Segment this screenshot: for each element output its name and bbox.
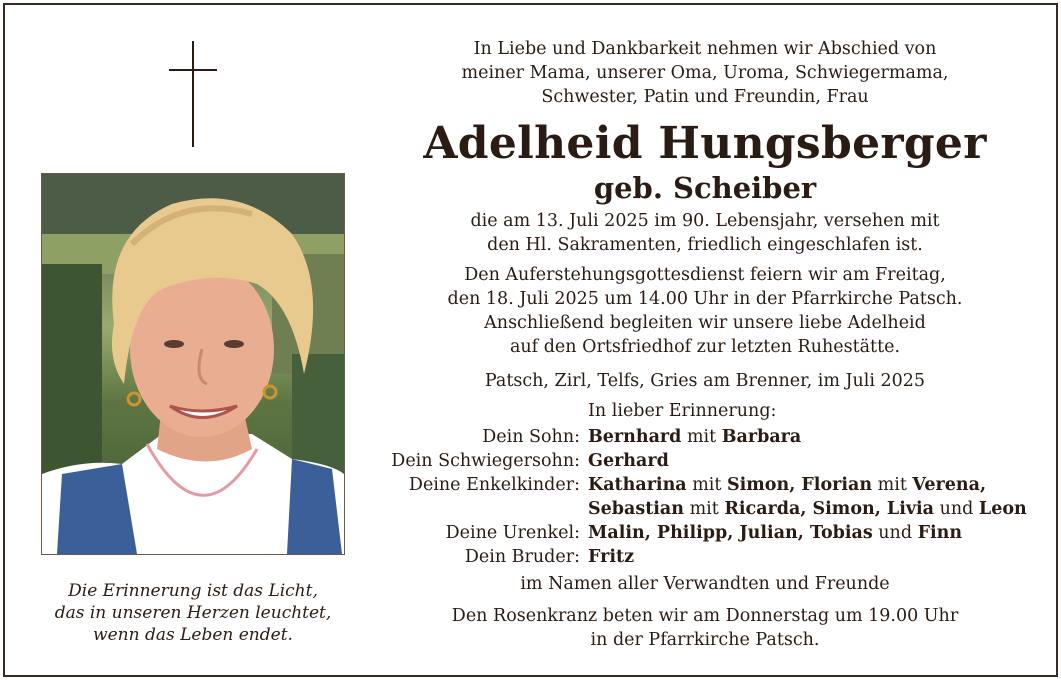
- intro-line: Schwester, Patin und Freundin, Frau: [541, 87, 869, 107]
- service-line: den 18. Juli 2025 um 14.00 Uhr in der Pfarrkirche Patsch.: [447, 289, 963, 309]
- family-row-grandchildren: [365, 473, 1055, 497]
- family-label: Dein Bruder:: [464, 547, 580, 567]
- birth-name: geb. Scheiber: [593, 171, 817, 205]
- service-line: auf den Ortsfriedhof zur letzten Ruhestätte.: [509, 337, 901, 357]
- service-info: [365, 263, 1045, 359]
- remembrance-header: In lieber Erinnerung:: [588, 401, 777, 421]
- family-label: Deine Enkelkinder:: [408, 475, 580, 495]
- rosary-line: Den Rosenkranz beten wir am Donnerstag um 19.00 Uhr: [451, 606, 959, 626]
- family-list: [365, 425, 1055, 569]
- rosary-line: in der Pfarrkirche Patsch.: [590, 630, 820, 650]
- intro-line: In Liebe und Dankbarkeit nehmen wir Abschied von: [473, 39, 937, 59]
- service-line: Den Auferstehungsgottesdienst feiern wir am Freitag,: [464, 265, 946, 285]
- death-notice-line: die am 13. Juli 2025 im 90. Lebensjahr, versehen mit: [470, 211, 940, 231]
- family-label: Dein Sohn:: [482, 427, 580, 447]
- cross-icon: [169, 41, 219, 151]
- places-date: Patsch, Zirl, Telfs, Gries am Brenner, im Juli 2025: [484, 371, 926, 391]
- family-row-son: [365, 425, 1055, 449]
- intro-text: [365, 37, 1045, 109]
- death-notice: [365, 209, 1045, 257]
- portrait-photo: [41, 173, 345, 555]
- closing-line: im Namen aller Verwandten und Freunde: [520, 574, 890, 594]
- rosary-info: [365, 604, 1045, 652]
- family-label: Dein Schwiegersohn:: [391, 451, 580, 471]
- family-names: Sebastian mit Ricarda, Simon, Livia und Leon: [588, 499, 1027, 519]
- intro-line: meiner Mama, unserer Oma, Uroma, Schwiegermama,: [461, 63, 949, 83]
- family-row-son-in-law: [365, 449, 1055, 473]
- family-label: Deine Urenkel:: [445, 523, 580, 543]
- family-row-grandchildren-cont: [365, 497, 1055, 521]
- quote-line: wenn das Leben endet.: [93, 625, 293, 645]
- family-row-brother: [365, 545, 1055, 569]
- service-line: Anschließend begleiten wir unsere liebe Adelheid: [484, 313, 926, 333]
- memorial-quote: [35, 580, 351, 646]
- family-names: Bernhard mit Barbara: [588, 427, 802, 447]
- death-notice-line: den Hl. Sakramenten, friedlich eingeschlafen ist.: [487, 235, 923, 255]
- quote-line: das in unseren Herzen leuchtet,: [54, 603, 332, 623]
- family-names: Gerhard: [588, 451, 669, 471]
- quote-line: Die Erinnerung ist das Licht,: [68, 581, 318, 601]
- family-names: Malin, Philipp, Julian, Tobias und Finn: [588, 523, 963, 543]
- obituary-card: [3, 3, 1058, 677]
- family-row-great-grandchildren: [365, 521, 1055, 545]
- family-names: Fritz: [588, 547, 635, 567]
- family-names: Katharina mit Simon, Florian mit Verena,: [588, 475, 987, 495]
- deceased-name: Adelheid Hungsberger: [423, 118, 987, 169]
